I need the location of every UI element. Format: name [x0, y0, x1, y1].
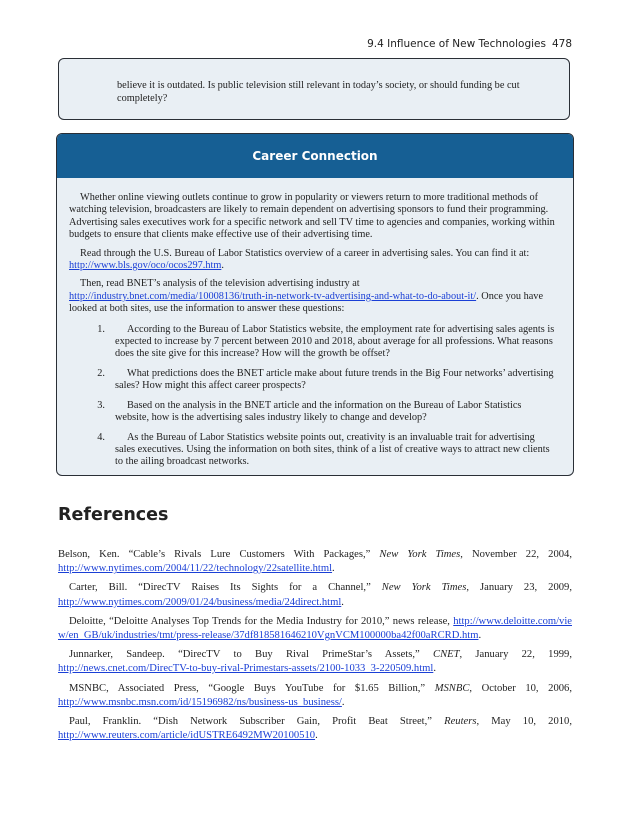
reference-text: . [341, 596, 344, 608]
paragraph-text: . Once you have looked at both sites, use the information to answer these questions: [69, 290, 544, 315]
reference-text: Paul, Franklin. “Dish Network Subscriber Gain, Profit Beat Street,” [69, 716, 445, 728]
bls-link[interactable]: http://www.bls.gov/oco/ocos297.htm [69, 260, 222, 272]
reference-entry [58, 682, 572, 710]
paragraph-text: . [221, 260, 224, 272]
reference-link[interactable]: http://www.deloitte.com/view/en_GB/uk/industries/tmt/press-release/37df818581646210VgnVCM100000ba42f00aRCRD.htm [58, 615, 572, 642]
career-paragraph: Whether online viewing outlets continue to grow in popularity or viewers return to more traditional methods of watching television, broadcasters are likely to remain dependent on advertising sponsors to fund their programming. Advertising sales executives work for a specific network and sell TV time to agencies and companies, working within budgets to ensure that clients make effective use of their advertising time. [69, 192, 555, 241]
reference-text: . [315, 730, 318, 742]
question-text: What predictions does the BNET article make about future trends in the Big Four networks’ advertising sales? How might this affect career prospects? [115, 367, 554, 392]
reference-link[interactable]: http://www.msnbc.msn.com/id/15196982/ns/business-us_business/ [58, 696, 342, 708]
list-number: 1. [97, 323, 105, 335]
question-text: As the Bureau of Labor Statistics website points out, creativity is an invaluable trait for advertising sales executives. Using the information on both sites, think of a list of creative ways to attract new clients to the ailing broadcast networks. [115, 431, 550, 468]
reference-text: MSNBC, Associated Press, “Google Buys YouTube for $1.65 Billion,” [69, 682, 435, 694]
reference-text: Belson, Ken. “Cable’s Rivals Lure Customers With Packages,” [58, 549, 380, 560]
career-connection-box [56, 133, 574, 476]
career-paragraph [69, 248, 557, 273]
page-number: 478 [551, 38, 572, 50]
list-number: 3. [97, 399, 105, 411]
reference-source: New York Times [381, 582, 467, 594]
reference-entry [58, 615, 572, 643]
reference-text: , January 23, 2009, [466, 582, 573, 594]
reference-entry [58, 548, 572, 576]
reference-text: , November 22, 2004, [460, 549, 572, 560]
reference-entry [58, 648, 572, 676]
career-paragraph [69, 278, 557, 315]
running-header [367, 38, 572, 50]
reference-text: . [433, 663, 436, 675]
reference-text: . [341, 696, 345, 708]
list-item [69, 324, 557, 361]
reference-entry [58, 581, 572, 609]
career-connection-title: Career Connection [57, 134, 573, 178]
reference-text: Carter, Bill. “DirecTV Raises Its Sights for a Channel,” [69, 582, 382, 594]
reference-entry [58, 715, 572, 743]
reference-source: New York Times [379, 549, 461, 560]
list-item [69, 368, 557, 393]
reference-source: Reuters [444, 716, 477, 728]
discussion-text: believe it is outdated. Is public television still relevant in today’s society, or should funding be cut completely? [117, 80, 520, 104]
reference-text: , October 10, 2006, [469, 682, 572, 694]
reference-text: . [478, 630, 482, 642]
question-list [69, 324, 557, 469]
reference-link[interactable]: http://news.cnet.com/DirecTV-to-buy-rival-Primestars-assets/2100-1033_3-220509.html [58, 663, 434, 675]
reference-text: , May 10, 2010, [476, 716, 572, 728]
question-text: Based on the analysis in the BNET article and the information on the Bureau of Labor Statistics website, how is the advertising sales industry likely to change and develop? [115, 399, 522, 424]
references-heading: References [58, 505, 169, 525]
question-text: According to the Bureau of Labor Statistics website, the employment rate for advertising sales agents is expected to increase by 7 percent between 2010 and 2018, about average for all professions. What reasons does the site give for this increase? How will the growth be offset? [115, 323, 555, 360]
references-list [58, 548, 572, 748]
reference-link[interactable]: http://www.nytimes.com/2004/11/22/technology/22satellite.html [58, 563, 333, 575]
reference-text: , January 22, 1999, [459, 649, 572, 661]
reference-link[interactable]: http://www.reuters.com/article/idUSTRE6492MW20100510 [58, 730, 316, 742]
reference-link[interactable]: http://www.nytimes.com/2009/01/24/business/media/24direct.html [58, 596, 342, 608]
list-item [69, 400, 557, 425]
list-number: 2. [97, 367, 105, 379]
career-connection-body [57, 178, 573, 469]
paragraph-text: Read through the U.S. Bureau of Labor Statistics overview of a career in advertising sales. You can find it at: [80, 247, 530, 259]
reference-source: CNET [433, 649, 460, 661]
bnet-link[interactable]: http://industry.bnet.com/media/10008136/truth-in-network-tv-advertising-and-what-to-do-about-it/ [69, 290, 477, 302]
list-item [69, 432, 557, 469]
reference-text: Deloitte, “Deloitte Analyses Top Trends for the Media Industry for 2010,” news release, [69, 615, 454, 627]
section-title: 9.4 Influence of New Technologies [367, 38, 546, 50]
discussion-box [58, 58, 570, 120]
reference-text: Junnarker, Sandeep. “DirecTV to Buy Rival PrimeStar’s Assets,” [69, 649, 433, 661]
paragraph-text: Then, read BNET’s analysis of the television advertising industry at [80, 278, 360, 290]
reference-source: MSNBC [434, 682, 470, 694]
reference-text: . [332, 563, 335, 575]
list-number: 4. [97, 431, 105, 443]
